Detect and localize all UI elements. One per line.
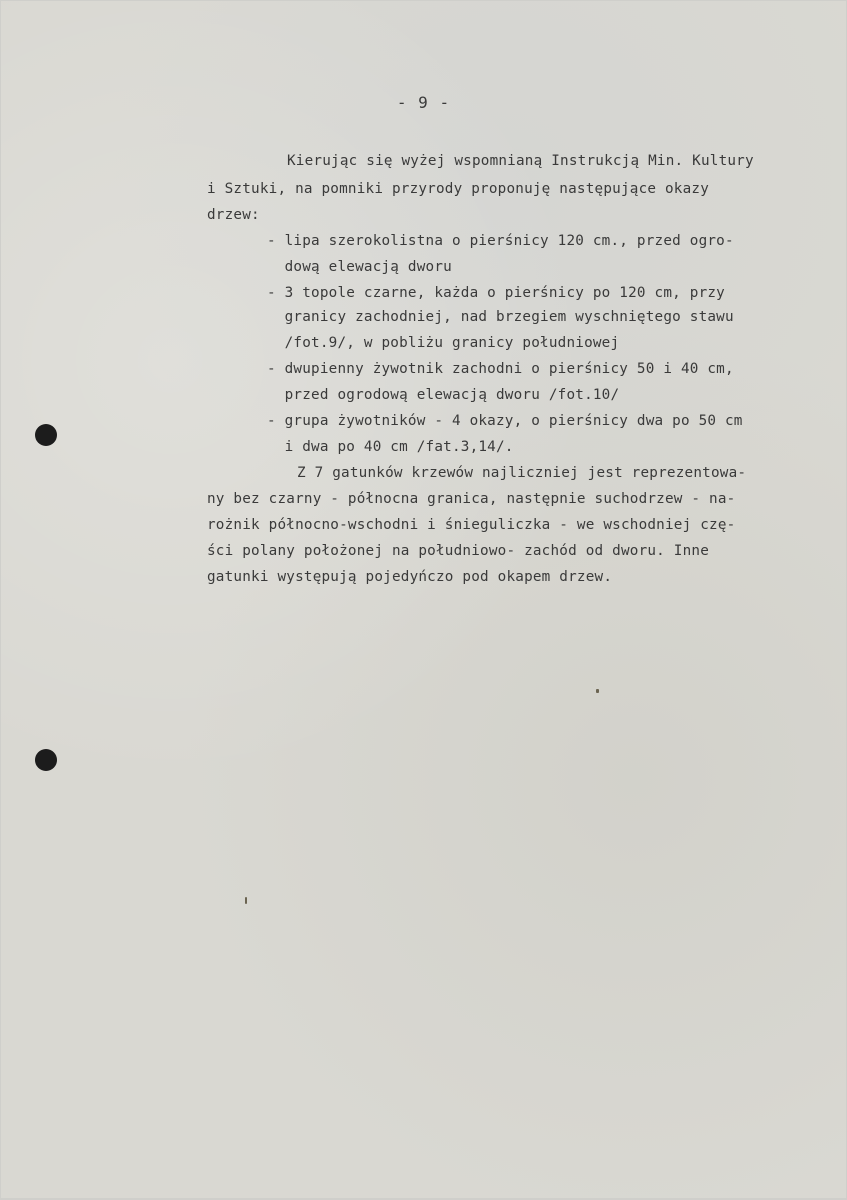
punch-hole [35, 749, 57, 771]
paragraph-1-line: i Sztuki, na pomniki przyrody proponuję następujące okazy [207, 181, 710, 197]
list-item-line: - dwupienny żywotnik zachodni o pierśnicy 50 i 40 cm, [267, 361, 734, 377]
paragraph-2-line: rożnik północno-wschodni i śnieguliczka - we wschodniej czę- [207, 517, 736, 533]
paragraph-1-line: Kierując się wyżej wspomnianą Instrukcją Min. Kultury [287, 153, 754, 169]
list-item-line: - lipa szerokolistna o pierśnicy 120 cm., przed ogro- [267, 233, 734, 249]
paragraph-2-line: gatunki występują pojedyńczo pod okapem drzew. [207, 569, 613, 585]
page-number: - 9 - [396, 93, 451, 112]
paragraph-2-line: ny bez czarny - północna granica, następnie suchodrzew - na- [207, 491, 736, 507]
paragraph-1-line: drzew: [207, 207, 260, 223]
paper-speck [596, 689, 599, 693]
list-item-line: granicy zachodniej, nad brzegiem wyschniętego stawu [267, 309, 734, 325]
document-page [1, 1, 846, 1198]
paragraph-2-line: Z 7 gatunków krzewów najliczniej jest reprezentowa- [297, 465, 747, 481]
punch-hole [35, 424, 57, 446]
list-item-line: - grupa żywotników - 4 okazy, o pierśnicy dwa po 50 cm [267, 413, 743, 429]
list-item-line: przed ogrodową elewacją dworu /fot.10/ [267, 387, 620, 403]
list-item-line: dową elewacją dworu [267, 259, 452, 275]
list-item-line: i dwa po 40 cm /fat.3,14/. [267, 439, 514, 455]
paragraph-2-line: ści polany położonej na południowo- zachód od dworu. Inne [207, 543, 710, 559]
list-item-line: /fot.9/, w pobliżu granicy południowej [267, 335, 620, 351]
list-item-line: - 3 topole czarne, każda o pierśnicy po 120 cm, przy [267, 285, 725, 301]
paper-speck [245, 897, 247, 904]
